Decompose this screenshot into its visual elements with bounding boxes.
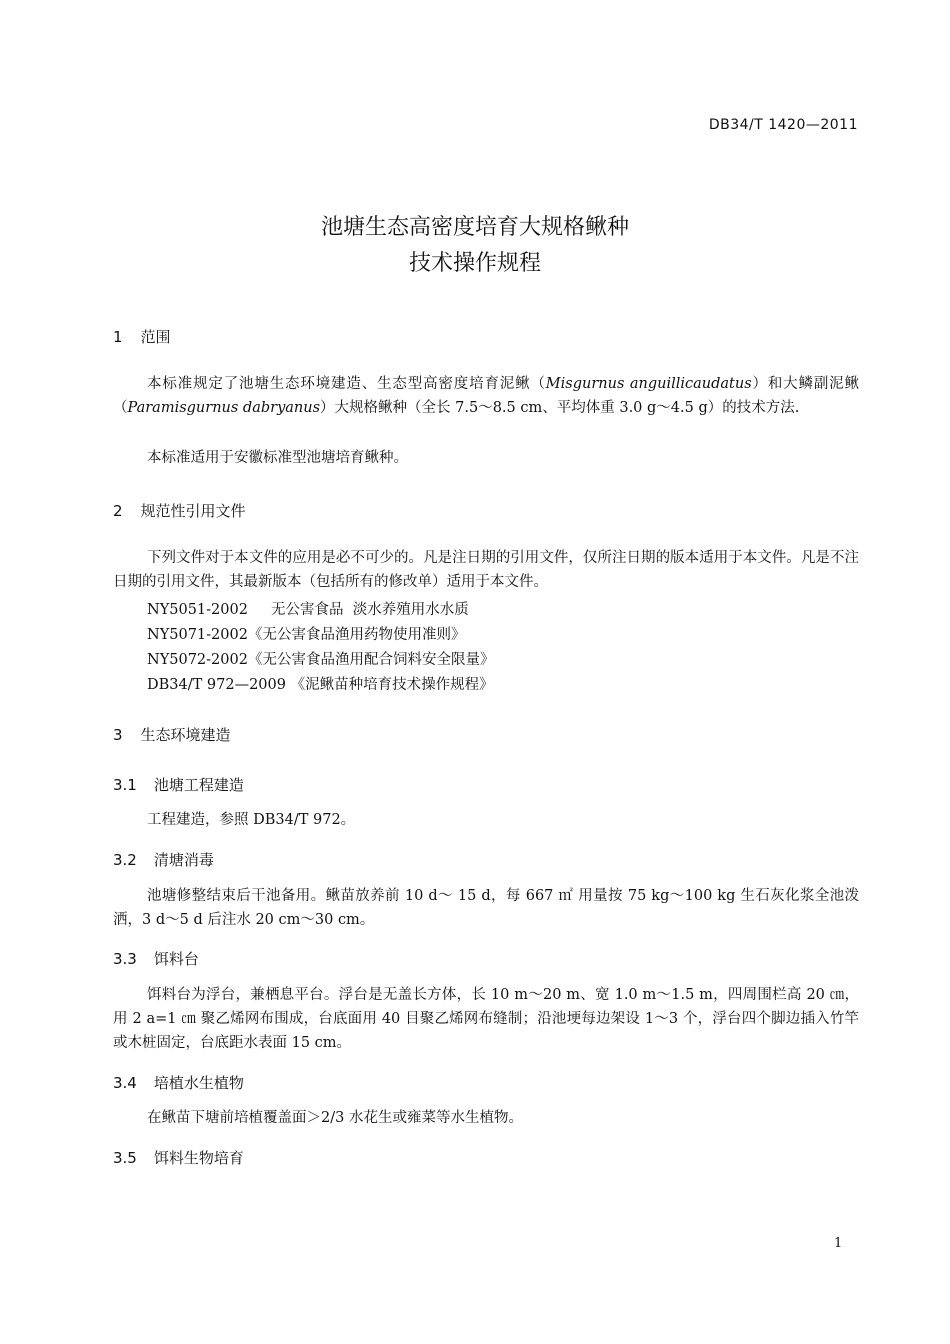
title-line-1: 池塘生态高密度培育大规格鳅种 — [320, 215, 629, 240]
subsection-3-4-heading — [113, 1072, 244, 1093]
text-run: 本标准规定了池塘生态环境建造、生态型高密度培育泥鳅（ — [147, 376, 546, 392]
subsection-3-1-heading — [113, 774, 244, 795]
section-3-heading — [113, 724, 231, 745]
section-1-paragraph-1 — [113, 372, 859, 420]
reference-item: NY5072-2002《无公害食品渔用配合饲料安全限量》 — [147, 652, 495, 668]
reference-item: NY5071-2002《无公害食品渔用药物使用准则》 — [147, 627, 466, 643]
section-title: 范围 — [140, 328, 171, 346]
section-2-paragraph-1: 下列文件对于本文件的应用是必不可少的。凡是注日期的引用文件，仅所注日期的版本适用于本文件。凡是不注日期的引用文件，其最新版本（包括所有的修改单）适用于本文件。 — [113, 550, 859, 590]
subsection-3-2-heading — [113, 849, 214, 870]
section-1-paragraph-2: 本标准适用于安徽标准型池塘培育鳅种。 — [147, 450, 408, 466]
subsection-number: 3.4 — [113, 1074, 137, 1092]
title-line-2: 技术操作规程 — [408, 251, 541, 276]
subsection-title: 饵料台 — [153, 950, 199, 968]
subsection-3-2-text: 池塘修整结束后干池备用。鳅苗放养前 10 d～ 15 d，每 667 ㎡ 用量按 75 kg～100 kg 生石灰化浆全池泼洒，3 d～5 d 后注水 20 cm～30 cm。 — [113, 888, 859, 928]
scientific-name: Misgurnus anguillicaudatus — [545, 376, 752, 392]
scientific-name: Paramisgurnus dabryanus — [127, 400, 321, 416]
text-run: ）和大鳞副泥鳅（ — [113, 376, 860, 416]
subsection-title: 饵料生物培育 — [153, 1149, 244, 1167]
subsection-3-1-text: 工程建造，参照 DB34/T 972。 — [147, 812, 356, 828]
page-number: 1 — [834, 1236, 843, 1251]
reference-item: NY5051-2002 无公害食品 淡水养殖用水水质 — [147, 602, 469, 618]
subsection-3-3-text: 饵料台为浮台，兼栖息平台。浮台是无盖长方体，长 10 m～20 m、宽 1.0 m～1.5 m，四周围栏高 20 ㎝，用 2 a=1 ㎝ 聚乙烯网布围成，台底面用 40 目聚乙烯网布缝制；沿池埂每边架设 1～3 个，浮台四个脚边插入竹竿或木桩固定，台底距水表面 15 cm。 — [113, 987, 859, 1051]
section-1-heading — [113, 326, 171, 347]
subsection-3-5-heading — [113, 1147, 244, 1168]
text-run: ）大规格鳅种（全长 7.5～8.5 cm、平均体重 3.0 g～4.5 g）的技术方法. — [320, 400, 800, 416]
subsection-number: 3.3 — [113, 950, 137, 968]
subsection-3-4-text: 在鳅苗下塘前培植覆盖面＞2/3 水花生或雍菜等水生植物。 — [147, 1110, 523, 1126]
subsection-title: 清塘消毒 — [153, 851, 214, 869]
subsection-number: 3.1 — [113, 776, 137, 794]
subsection-title: 池塘工程建造 — [153, 776, 244, 794]
subsection-number: 3.5 — [113, 1149, 137, 1167]
subsection-number: 3.2 — [113, 851, 137, 869]
document-number: DB34/T 1420—2011 — [708, 117, 858, 133]
reference-item: DB34/T 972—2009 《泥鳅苗种培育技术操作规程》 — [147, 677, 494, 693]
section-2-heading — [113, 500, 246, 521]
subsection-3-3-heading — [113, 948, 199, 969]
section-number: 1 — [113, 328, 123, 346]
subsection-title: 培植水生植物 — [153, 1074, 244, 1092]
section-number: 2 — [113, 502, 123, 520]
section-title: 生态环境建造 — [140, 726, 231, 744]
section-number: 3 — [113, 726, 123, 744]
section-title: 规范性引用文件 — [140, 502, 246, 520]
